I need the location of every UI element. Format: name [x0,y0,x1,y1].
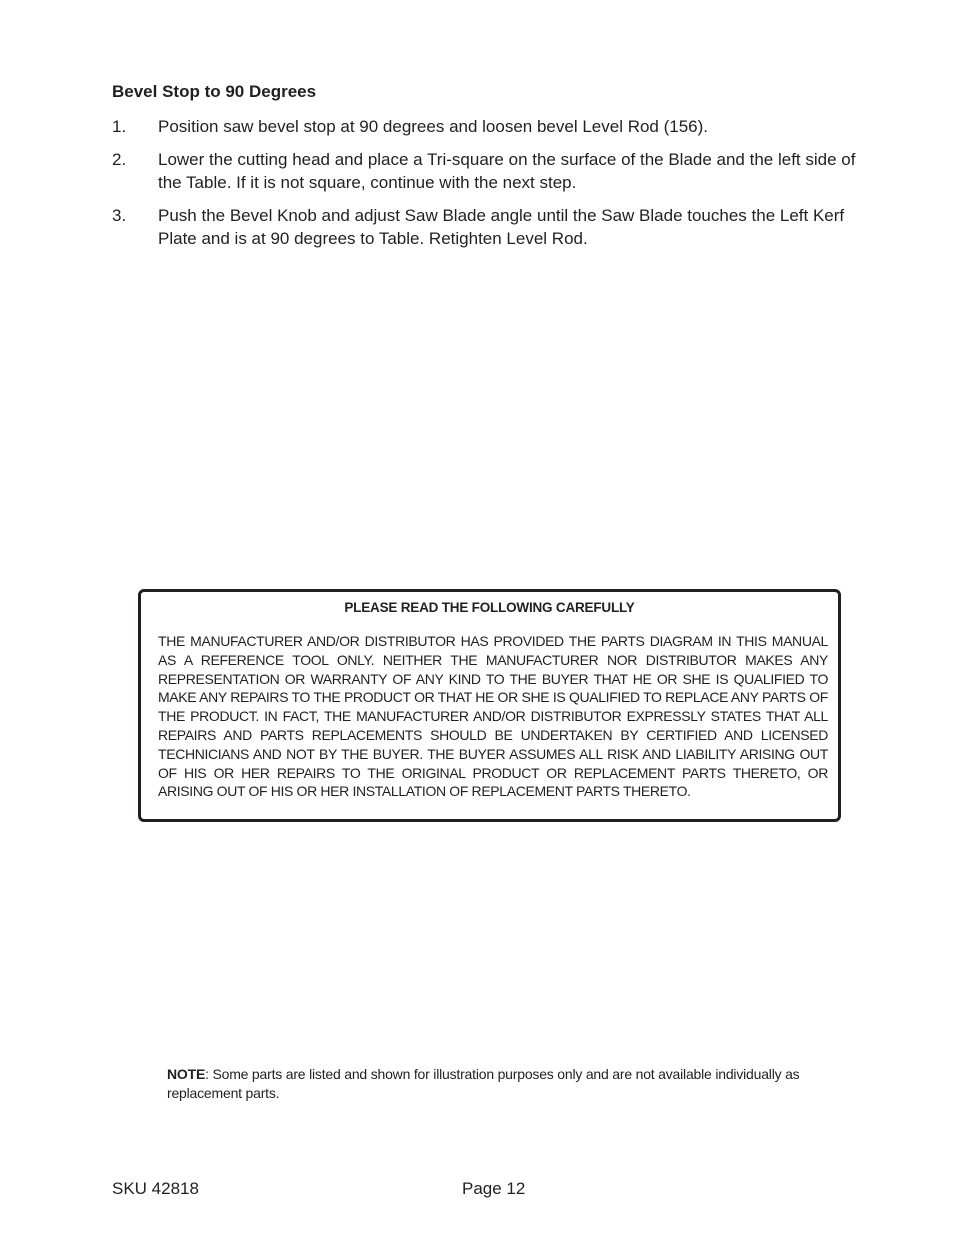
notice-box [138,589,841,822]
note-text: : Some parts are listed and shown for illustration purposes only and are not available individually as replacement parts. [167,1066,800,1101]
footer-sku: SKU 42818 [112,1179,199,1198]
step-number: 3. [112,206,127,225]
notice-title: PLEASE READ THE FOLLOWING CAREFULLY [344,600,635,615]
step-text: Push the Bevel Knob and adjust Saw Blade angle until the Saw Blade touches the Left Kerf Plate and is at 90 degrees to Table. Retighten Level Rod. [158,206,845,248]
section-heading: Bevel Stop to 90 Degrees [112,82,317,101]
step-number: 2. [112,150,127,169]
step-text: Lower the cutting head and place a Tri-square on the surface of the Blade and the left side of the Table. If it is not square, continue with the next step. [158,150,856,192]
note-label: NOTE [167,1066,206,1082]
step-number: 1. [112,117,127,136]
footer-page-number: Page 12 [462,1179,526,1198]
note [167,1065,817,1103]
notice-body: THE MANUFACTURER AND/OR DISTRIBUTOR HAS PROVIDED THE PARTS DIAGRAM IN THIS MANUAL AS A REFERENCE TOOL ONLY. NEITHER THE MANUFACTURER NOR DISTRIBUTOR MAKES ANY REPRESENTATION OR WARRANTY OF ANY KIND TO THE BUYER THAT HE OR SHE IS QUALIFIED TO MAKE ANY REPAIRS TO THE PRODUCT OR THAT HE OR SHE IS QUALIFIED TO REPLACE ANY PARTS OF THE PRODUCT. IN FACT, THE MANUFACTURER AND/OR DISTRIBUTOR EXPRESSLY STATES THAT ALL REPAIRS AND PARTS REPLACEMENTS SHOULD BE UNDERTAKEN BY CERTIFIED AND LICENSED TECHNICIANS AND NOT BY THE BUYER. THE BUYER ASSUMES ALL RISK AND LIABILITY ARISING OUT OF HIS OR HER REPAIRS TO THE ORIGINAL PRODUCT OR REPLACEMENT PARTS THERETO, OR ARISING OUT OF HIS OR HER INSTALLATION OF REPLACEMENT PARTS THERETO. [158,633,828,800]
step-text: Position saw bevel stop at 90 degrees and loosen bevel Level Rod (156). [158,117,709,136]
